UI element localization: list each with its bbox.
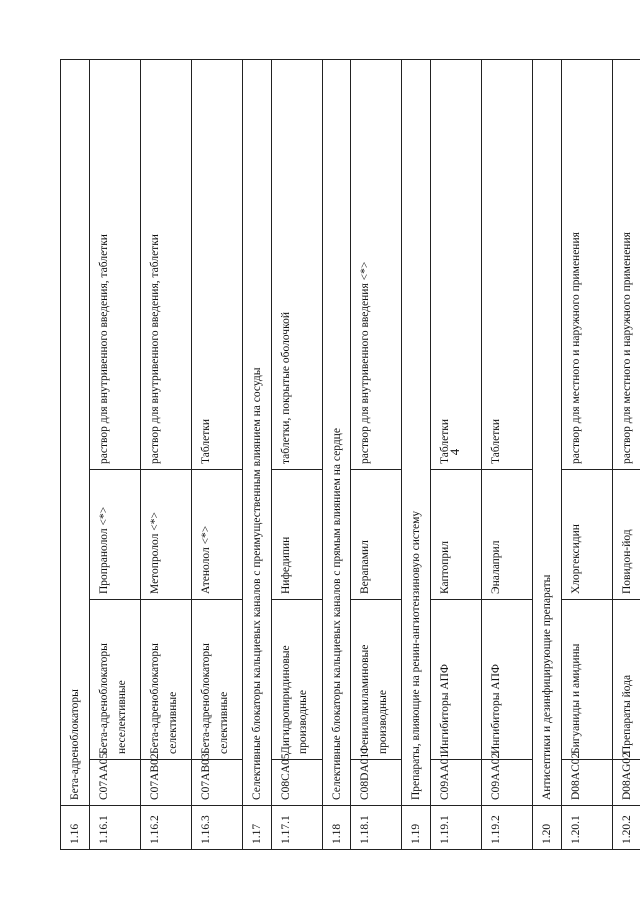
section-number: 1.19 bbox=[402, 806, 431, 850]
section-row bbox=[402, 59, 431, 849]
row-number: 1.18.1 bbox=[351, 806, 402, 850]
table-row bbox=[562, 59, 613, 849]
drug-name: Верапамил bbox=[351, 470, 402, 600]
drug-name: Хлоргексидин bbox=[562, 470, 613, 600]
atc-code: D08AC02 bbox=[562, 760, 613, 806]
drug-group: Дигидропиридиновые производные bbox=[271, 600, 322, 760]
section-title: Бета-адреноблокаторы bbox=[61, 59, 90, 805]
drug-group: Ингибиторы АПФ bbox=[482, 600, 533, 760]
table-row bbox=[271, 59, 322, 849]
drug-name: Нифедипин bbox=[271, 470, 322, 600]
section-row bbox=[533, 59, 562, 849]
atc-code: C08CA05 bbox=[271, 760, 322, 806]
drug-table bbox=[60, 59, 640, 850]
drug-group: Ингибиторы АПФ bbox=[431, 600, 482, 760]
section-title: Препараты, влияющие на ренин-ангиотензиновую систему bbox=[402, 59, 431, 805]
drug-name: Эналаприл bbox=[482, 470, 533, 600]
atc-code: C09AA02 bbox=[482, 760, 533, 806]
dosage-form: раствор для внутривенного введения, таблетки bbox=[89, 59, 140, 469]
atc-code: C07AA05 bbox=[89, 760, 140, 806]
dosage-form: раствор для внутривенного введения, таблетки bbox=[140, 59, 191, 469]
drug-group: Препараты йода bbox=[613, 600, 640, 760]
row-number: 1.19.1 bbox=[431, 806, 482, 850]
row-number: 1.16.1 bbox=[89, 806, 140, 850]
drug-group: Бета-адреноблокаторы неселективные bbox=[89, 600, 140, 760]
page-number: 4 bbox=[447, 448, 462, 456]
atc-code: C09AA01 bbox=[431, 760, 482, 806]
atc-code: C07AB03 bbox=[191, 760, 242, 806]
atc-code: C08DA01 bbox=[351, 760, 402, 806]
drug-name: Метопролол <*> bbox=[140, 470, 191, 600]
table-row bbox=[191, 59, 242, 849]
row-number: 1.17.1 bbox=[271, 806, 322, 850]
drug-group: Бета-адреноблокаторы селективные bbox=[191, 600, 242, 760]
row-number: 1.16.3 bbox=[191, 806, 242, 850]
dosage-form: Таблетки bbox=[431, 59, 482, 469]
drug-name: Повидон-йод bbox=[613, 470, 640, 600]
section-row bbox=[242, 59, 271, 849]
row-number: 1.20.2 bbox=[613, 806, 640, 850]
drug-group: Фенилалкиламиновые производные bbox=[351, 600, 402, 760]
drug-name: Каптоприл bbox=[431, 470, 482, 600]
section-title: Селективные блокаторы кальциевых каналов с прямым влиянием на сердце bbox=[322, 59, 351, 805]
section-number: 1.17 bbox=[242, 806, 271, 850]
section-number: 1.16 bbox=[61, 806, 90, 850]
section-number: 1.18 bbox=[322, 806, 351, 850]
table-row bbox=[140, 59, 191, 849]
row-number: 1.16.2 bbox=[140, 806, 191, 850]
section-row bbox=[61, 59, 90, 849]
drug-group: Бигуаниды и амидины bbox=[562, 600, 613, 760]
table-row bbox=[89, 59, 140, 849]
table-row bbox=[482, 59, 533, 849]
section-number: 1.20 bbox=[533, 806, 562, 850]
dosage-form: раствор для местного и наружного применения bbox=[613, 59, 640, 469]
drug-name: Пропранолол <*> bbox=[89, 470, 140, 600]
row-number: 1.20.1 bbox=[562, 806, 613, 850]
dosage-form: раствор для внутривенного введения <*> bbox=[351, 59, 402, 469]
table-row bbox=[431, 59, 482, 849]
drug-table-body bbox=[61, 59, 640, 849]
dosage-form: Таблетки bbox=[482, 59, 533, 469]
dosage-form: Таблетки bbox=[191, 59, 242, 469]
section-row bbox=[322, 59, 351, 849]
table-row bbox=[351, 59, 402, 849]
section-title: Селективные блокаторы кальциевых каналов с преимущественным влиянием на сосуды bbox=[242, 59, 271, 805]
dosage-form: таблетки, покрытые оболочкой bbox=[271, 59, 322, 469]
section-title: Антисептики и дезинфицирующие препараты bbox=[533, 59, 562, 805]
row-number: 1.19.2 bbox=[482, 806, 533, 850]
drug-name: Атенолол <*> bbox=[191, 470, 242, 600]
dosage-form: раствор для местного и наружного применения bbox=[562, 59, 613, 469]
drug-table-container bbox=[60, 60, 640, 850]
table-row bbox=[613, 59, 640, 849]
drug-group: Бета-адреноблокаторы селективные bbox=[140, 600, 191, 760]
atc-code: C07AB02 bbox=[140, 760, 191, 806]
atc-code: D08AG02 bbox=[613, 760, 640, 806]
